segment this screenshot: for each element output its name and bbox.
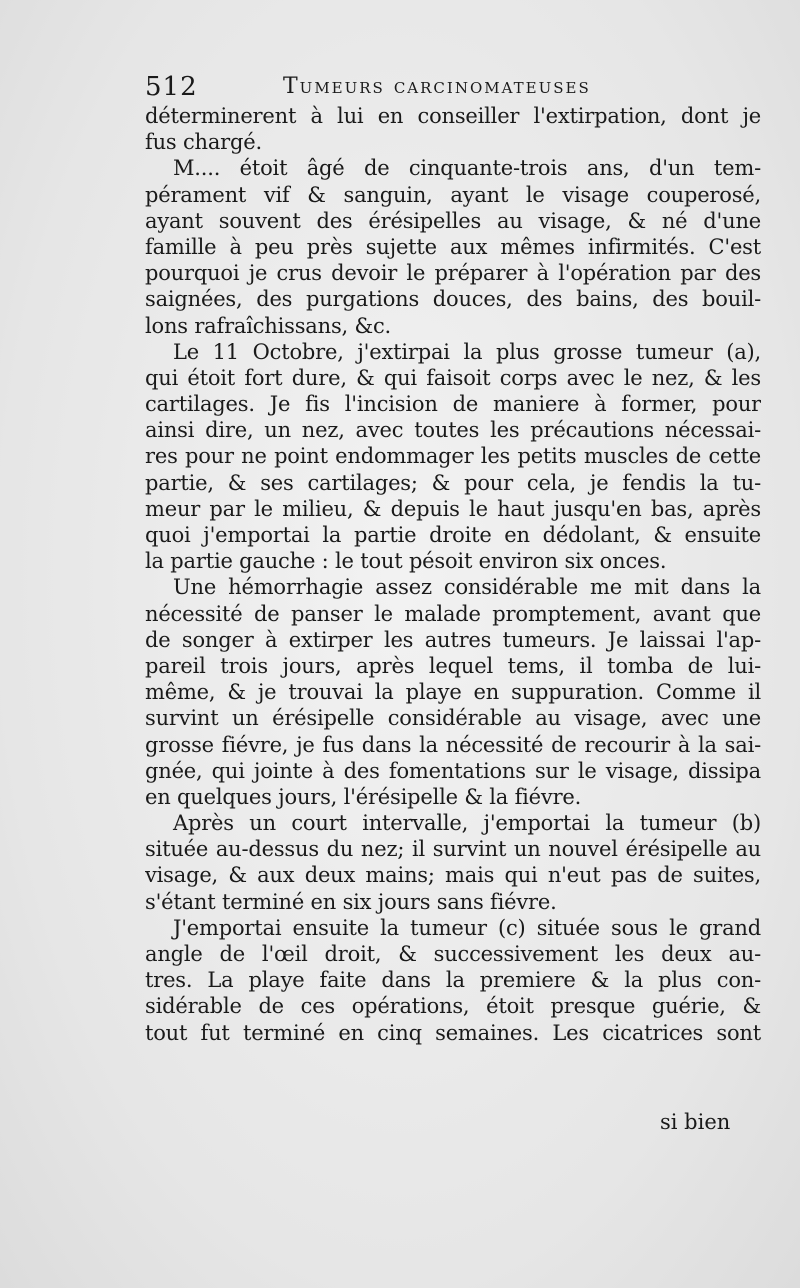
- text-line: même, & je trouvai la playe en suppuration. Comme il: [145, 680, 761, 705]
- text-line: s'étant terminé en six jours sans fiévre.: [145, 889, 557, 914]
- text-line: lons rafraîchissans, &c.: [145, 313, 392, 338]
- text-line: pareil trois jours, après lequel tems, il tomba de lui-: [145, 653, 761, 678]
- text-line: sidérable de ces opérations, étoit presque guérie, &: [145, 994, 761, 1019]
- text-line: ayant souvent des érésipelles au visage, & né d'une: [145, 208, 761, 233]
- text-line: Après un court intervalle, j'emportai la tumeur (b): [173, 811, 761, 836]
- text-line: qui étoit fort dure, & qui faisoit corps avec le nez, & les: [145, 365, 761, 390]
- text-line: déterminerent à lui en conseiller l'extirpation, dont je: [145, 104, 761, 128]
- text-line: quoi j'emportai la partie droite en dédolant, & ensuite: [145, 523, 761, 547]
- text-line: partie, & ses cartilages; & pour cela, je fendis la tu-: [145, 470, 761, 495]
- text-line: située au-dessus du nez; il survint un nouvel érésipelle au: [145, 837, 761, 862]
- catchword: si bien: [660, 1110, 731, 1134]
- text-line: meur par le milieu, & depuis le haut jusqu'en bas, après: [145, 496, 761, 521]
- text-line: M.... étoit âgé de cinquante-trois ans, d'un tem-: [173, 156, 761, 181]
- running-title: Tumeurs carcinomateuses: [283, 74, 591, 99]
- text-line: grosse fiévre, je fus dans la nécessité de recourir à la sai-: [145, 732, 761, 757]
- text-line: angle de l'œil droit, & successivement les deux au-: [145, 942, 761, 966]
- text-line: de songer à extirper les autres tumeurs. Je laissai l'ap-: [145, 627, 761, 652]
- text-line: Le 11 Octobre, j'extirpai la plus grosse tumeur (a),: [173, 339, 761, 364]
- text-line: visage, & aux deux mains; mais qui n'eut pas de suites,: [145, 863, 761, 888]
- text-line: nécessité de panser le malade promptement, avant que: [145, 601, 761, 626]
- body-text: [145, 103, 761, 1046]
- text-line: tout fut terminé en cinq semaines. Les cicatrices sont: [145, 1020, 761, 1045]
- text-line: res pour ne point endommager les petits muscles de cette: [145, 444, 761, 469]
- text-line: saignées, des purgations douces, des bains, des bouil-: [145, 287, 761, 312]
- text-line: survint un érésipelle considérable au visage, avec une: [145, 706, 761, 731]
- text-line: tres. La playe faite dans la premiere & la plus con-: [145, 968, 761, 993]
- running-head: [145, 70, 765, 104]
- text-line: J'emportai ensuite la tumeur (c) située sous le grand: [173, 915, 761, 940]
- text-line: gnée, qui jointe à des fomentations sur le visage, dissipa: [145, 758, 761, 783]
- page-number: 512: [145, 72, 198, 102]
- text-line: pourquoi je crus devoir le préparer à l'opération par des: [145, 261, 761, 286]
- text-line: en quelques jours, l'érésipelle & la fiévre.: [145, 784, 582, 809]
- text-line: Une hémorrhagie assez considérable me mit dans la: [173, 575, 761, 600]
- text-line: cartilages. Je fis l'incision de maniere à former, pour: [145, 392, 761, 417]
- text-line: la partie gauche : le tout pésoit environ six onces.: [145, 549, 667, 574]
- text-line: famille à peu près sujette aux mêmes infirmités. C'est: [145, 234, 761, 259]
- text-line: fus chargé.: [145, 130, 262, 155]
- text-line: pérament vif & sanguin, ayant le visage couperosé,: [145, 182, 761, 207]
- text-line: ainsi dire, un nez, avec toutes les précautions nécessai-: [145, 418, 761, 443]
